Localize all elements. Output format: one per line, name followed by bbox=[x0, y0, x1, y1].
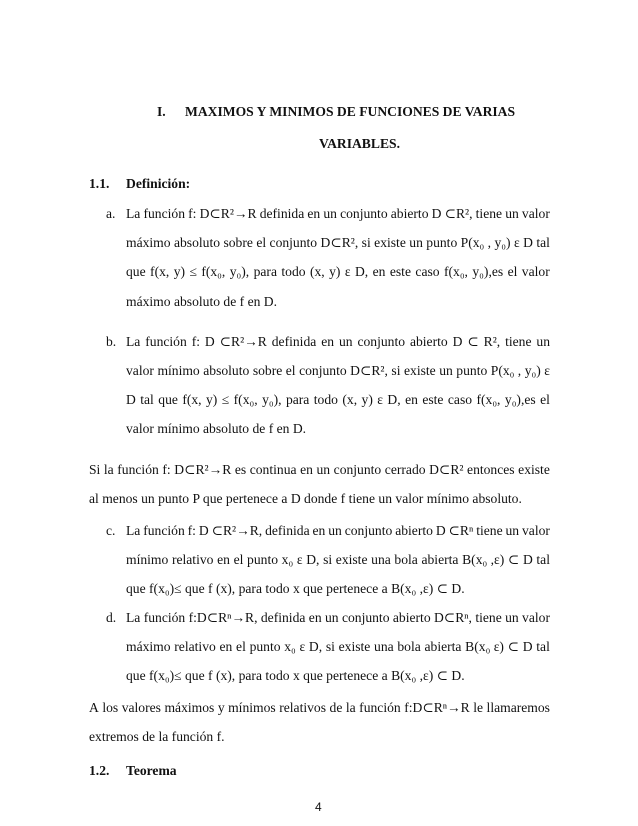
word: un bbox=[505, 610, 519, 625]
word: La bbox=[126, 334, 141, 349]
word: un bbox=[328, 523, 342, 538]
word: conjunto bbox=[357, 334, 406, 349]
word: los bbox=[102, 700, 119, 715]
word: ε bbox=[344, 264, 351, 279]
paragraph-2-line2: extremos de la función f. bbox=[89, 729, 225, 744]
word: f(x₀, bbox=[476, 392, 501, 407]
word: si bbox=[361, 235, 371, 250]
word: (x, bbox=[342, 392, 358, 407]
word: todo bbox=[281, 264, 306, 279]
word: mínimos bbox=[228, 700, 276, 715]
word: el bbox=[233, 552, 244, 567]
word: y bbox=[217, 700, 225, 715]
word: definida bbox=[265, 523, 310, 538]
word: llamaremos bbox=[486, 700, 550, 715]
item-c-line1 bbox=[126, 523, 550, 539]
word: punto bbox=[249, 639, 281, 654]
word: ε bbox=[544, 363, 550, 378]
word: y) bbox=[206, 392, 218, 407]
word: y₀) bbox=[524, 363, 541, 378]
word: ⊂Rⁿ bbox=[448, 523, 474, 538]
word: tal bbox=[536, 235, 550, 250]
item-b-line3 bbox=[126, 392, 550, 408]
word: definida bbox=[260, 610, 306, 625]
word: el bbox=[285, 363, 296, 378]
word: valor bbox=[522, 610, 550, 625]
item-b-line2 bbox=[126, 363, 550, 379]
word: f(x, bbox=[182, 392, 202, 407]
word: el bbox=[256, 235, 267, 250]
word: ε bbox=[377, 392, 383, 407]
word: máximo bbox=[126, 639, 171, 654]
word: La bbox=[126, 610, 141, 625]
word: sobre bbox=[252, 363, 283, 378]
word: función bbox=[143, 610, 186, 625]
word: existe bbox=[374, 235, 406, 250]
word: D bbox=[522, 552, 533, 567]
word: caso bbox=[447, 392, 473, 407]
word: B(x₀ ,ε) bbox=[462, 552, 505, 567]
word: para bbox=[253, 264, 277, 279]
word: D, bbox=[306, 552, 320, 567]
word: f(x, bbox=[150, 264, 170, 279]
word: relativos bbox=[279, 700, 327, 715]
word: en bbox=[300, 462, 313, 477]
item-d-line3: que f(x₀)≤ que f (x), para todo x que pertenece a B(x₀ ,ε) ⊂ D. bbox=[126, 668, 465, 683]
word: ⊂ bbox=[467, 334, 479, 349]
word: conjunto bbox=[299, 363, 347, 378]
word: existe bbox=[518, 462, 550, 477]
word: función bbox=[359, 700, 401, 715]
word: punto bbox=[247, 552, 279, 567]
word: todo bbox=[313, 392, 338, 407]
word: D⊂R²→R bbox=[199, 206, 257, 221]
word: función bbox=[143, 206, 185, 221]
word: R², bbox=[483, 334, 501, 349]
word: tiene bbox=[476, 523, 503, 538]
word: abierta bbox=[421, 552, 459, 567]
item-c-line3: que f(x₀)≤ que f (x), para todo x que pertenece a B(x₀ ,ε) ⊂ D. bbox=[126, 581, 465, 596]
word: conjunto bbox=[269, 235, 318, 250]
word: D⊂R²→R bbox=[174, 462, 232, 477]
word: P(x₀ , bbox=[460, 235, 492, 250]
word: f(x₀, bbox=[201, 264, 226, 279]
word: máximos bbox=[164, 700, 215, 715]
word: La bbox=[126, 523, 141, 538]
word: bola bbox=[394, 552, 418, 567]
word: tiene bbox=[475, 610, 502, 625]
word: el bbox=[507, 264, 518, 279]
word: abierta bbox=[424, 639, 462, 654]
word: A bbox=[89, 700, 99, 715]
word: relativo bbox=[174, 639, 216, 654]
word: D bbox=[126, 392, 136, 407]
word: en bbox=[321, 334, 335, 349]
item-a-line4: máximo absoluto de f en D. bbox=[126, 294, 278, 309]
chapter-title-line2: VARIABLES. bbox=[319, 136, 400, 151]
word: un bbox=[338, 334, 353, 349]
word: D⊂R² bbox=[429, 462, 464, 477]
word: tal bbox=[140, 392, 154, 407]
word: el bbox=[540, 392, 550, 407]
word: valor bbox=[521, 206, 550, 221]
word: la bbox=[345, 700, 356, 715]
word: que bbox=[126, 264, 146, 279]
word: este bbox=[389, 264, 411, 279]
word: D⊂Rⁿ, bbox=[433, 610, 472, 625]
word: si bbox=[325, 639, 335, 654]
word: f(x₀, bbox=[233, 392, 258, 407]
word: en bbox=[312, 523, 326, 538]
word: y) bbox=[173, 264, 186, 279]
word: absoluto bbox=[203, 363, 250, 378]
word: valor bbox=[126, 363, 154, 378]
word: f: bbox=[162, 462, 171, 477]
word: un bbox=[505, 206, 519, 221]
word: valor bbox=[521, 523, 550, 538]
word: un bbox=[316, 462, 331, 477]
word: definida bbox=[259, 206, 305, 221]
word: de bbox=[329, 700, 343, 715]
word: conjunto bbox=[344, 523, 393, 538]
word: tal bbox=[536, 639, 550, 654]
word: valores bbox=[121, 700, 161, 715]
item-b-line4: valor mínimo absoluto de f en D. bbox=[126, 421, 307, 436]
word: y) bbox=[361, 392, 373, 407]
word: que bbox=[158, 392, 178, 407]
item-a-line3 bbox=[126, 264, 550, 280]
word: máximo bbox=[126, 235, 171, 250]
word: es bbox=[234, 462, 247, 477]
word: tal bbox=[536, 552, 550, 567]
word: Si bbox=[89, 462, 101, 477]
word: ⊂ bbox=[507, 552, 520, 567]
word: abierto bbox=[392, 610, 431, 625]
word: continua bbox=[249, 462, 297, 477]
word: D bbox=[198, 523, 209, 538]
word: este bbox=[422, 392, 444, 407]
word: sobre bbox=[223, 235, 253, 250]
word: D bbox=[452, 334, 463, 349]
word: D, bbox=[354, 264, 369, 279]
word: un bbox=[409, 235, 423, 250]
word: D bbox=[435, 523, 446, 538]
word: ε bbox=[299, 639, 306, 654]
word: ≤ bbox=[221, 392, 230, 407]
word: x₀ bbox=[281, 552, 294, 567]
word: y₀),es bbox=[504, 392, 536, 407]
word: ⊂ bbox=[507, 639, 520, 654]
word: y₀),es bbox=[472, 264, 504, 279]
word: D⊂R², bbox=[350, 363, 388, 378]
word: tiene bbox=[505, 334, 532, 349]
item-b-label: b. bbox=[106, 334, 117, 349]
word: D, bbox=[387, 392, 401, 407]
word: en bbox=[372, 264, 386, 279]
word: un bbox=[536, 334, 550, 349]
item-a-line2 bbox=[126, 235, 550, 251]
word: y₀), bbox=[229, 264, 250, 279]
item-c-label: c. bbox=[106, 523, 116, 538]
word: y) bbox=[329, 264, 341, 279]
item-a-line1 bbox=[126, 206, 550, 222]
word: si bbox=[323, 552, 333, 567]
chapter-numeral: I. bbox=[157, 104, 166, 119]
word: D⊂R², bbox=[320, 235, 359, 250]
word: abierto bbox=[395, 523, 433, 538]
word: y₀), bbox=[262, 392, 282, 407]
word: abierto bbox=[409, 334, 448, 349]
word: ⊂R²→R bbox=[219, 334, 267, 349]
word: punto bbox=[426, 235, 458, 250]
word: un bbox=[505, 523, 520, 538]
word: función bbox=[143, 523, 185, 538]
word: la bbox=[103, 462, 114, 477]
word: P(x₀ , bbox=[490, 363, 522, 378]
word: una bbox=[371, 552, 391, 567]
paragraph-1-line2: al menos un punto P que pertenece a D donde f tiene un valor mínimo absoluto. bbox=[89, 491, 522, 506]
word: bola bbox=[397, 639, 421, 654]
word: mínimo bbox=[157, 363, 200, 378]
word: en bbox=[217, 552, 230, 567]
word: La bbox=[126, 206, 141, 221]
word: f:D⊂Rⁿ→R, bbox=[188, 610, 258, 625]
word: cerrado bbox=[384, 462, 426, 477]
item-d-label: d. bbox=[106, 610, 117, 625]
word: abierto bbox=[390, 206, 429, 221]
word: f: bbox=[191, 334, 200, 349]
section-title: Definición: bbox=[126, 176, 191, 191]
word: en bbox=[405, 392, 418, 407]
word: caso bbox=[415, 264, 440, 279]
word: un bbox=[324, 610, 339, 625]
word: mínimo bbox=[126, 552, 169, 567]
word: ε bbox=[296, 552, 303, 567]
word: en bbox=[308, 610, 322, 625]
item-d-line2 bbox=[126, 639, 550, 655]
word: en bbox=[307, 206, 321, 221]
word: ⊂R²→R, bbox=[211, 523, 263, 538]
word: ε bbox=[513, 235, 520, 250]
word: x₀ bbox=[284, 639, 296, 654]
word: un bbox=[439, 363, 453, 378]
word: absoluto bbox=[173, 235, 221, 250]
word: para bbox=[285, 392, 310, 407]
chapter-title-line1: MAXIMOS Y MINIMOS DE FUNCIONES DE VARIAS bbox=[185, 104, 516, 119]
word: D bbox=[204, 334, 215, 349]
item-b-line1 bbox=[126, 334, 550, 350]
word: relativo bbox=[171, 552, 214, 567]
word: función bbox=[117, 462, 159, 477]
word: conjunto bbox=[333, 462, 382, 477]
word: un bbox=[323, 206, 337, 221]
section-number: 1.1. bbox=[89, 176, 110, 191]
word: función bbox=[145, 334, 187, 349]
word: tiene bbox=[475, 206, 503, 221]
page-number: 4 bbox=[315, 800, 322, 814]
word: f: bbox=[188, 206, 197, 221]
word: conjunto bbox=[340, 206, 388, 221]
word: existe bbox=[338, 639, 371, 654]
paragraph-2-line1 bbox=[89, 700, 550, 716]
word: D bbox=[523, 235, 533, 250]
word: f: bbox=[187, 523, 196, 538]
section-title: Teorema bbox=[126, 763, 177, 778]
word: una bbox=[374, 639, 394, 654]
word: le bbox=[473, 700, 484, 715]
word: valor bbox=[521, 264, 550, 279]
word: ⊂R², bbox=[444, 206, 473, 221]
word: (x, bbox=[309, 264, 325, 279]
word: en bbox=[219, 639, 233, 654]
word: f(x₀, bbox=[443, 264, 468, 279]
paragraph-1-line1 bbox=[89, 462, 550, 478]
word: si bbox=[391, 363, 401, 378]
word: existe bbox=[335, 552, 368, 567]
word: D bbox=[431, 206, 442, 221]
word: entonces bbox=[467, 462, 515, 477]
item-a-label: a. bbox=[106, 206, 116, 221]
word: el bbox=[236, 639, 246, 654]
item-d-line1 bbox=[126, 610, 550, 626]
word: definida bbox=[271, 334, 317, 349]
word: D bbox=[522, 639, 533, 654]
word: existe bbox=[403, 363, 436, 378]
word: conjunto bbox=[341, 610, 390, 625]
word: f:D⊂Rⁿ→R bbox=[404, 700, 470, 715]
word: punto bbox=[456, 363, 488, 378]
word: y₀) bbox=[494, 235, 511, 250]
item-c-line2 bbox=[126, 552, 550, 568]
section-number: 1.2. bbox=[89, 763, 110, 778]
word: B(x₀ ε) bbox=[465, 639, 504, 654]
word: ≤ bbox=[189, 264, 197, 279]
word: D, bbox=[308, 639, 323, 654]
